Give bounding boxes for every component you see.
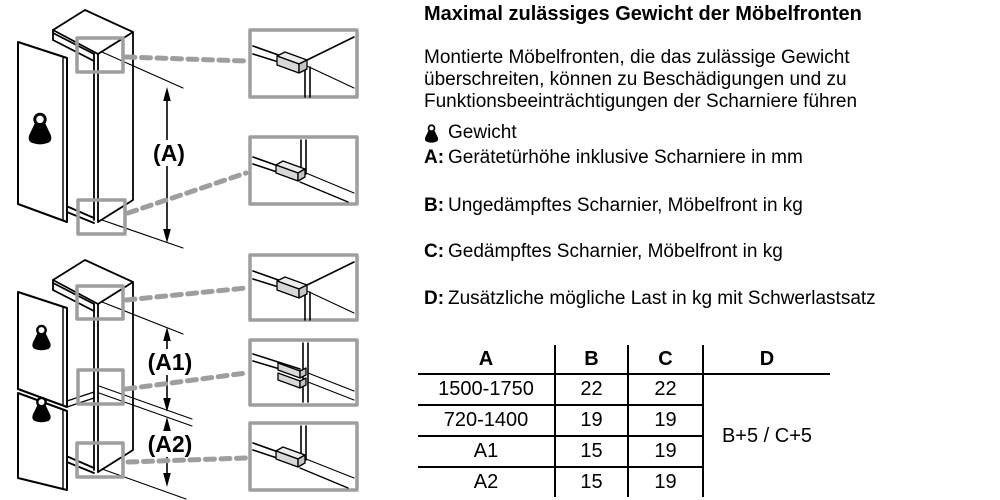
cell-c: 19 [628, 436, 703, 467]
cell-b: 15 [555, 467, 628, 497]
definition-D-text: Zusätzliche mögliche Last in kg mit Schwerlastsatz [448, 288, 876, 309]
dimension-label-A: (A) [147, 140, 191, 166]
definition-D [424, 288, 876, 310]
bottom-hinge-detail-box [250, 137, 357, 204]
combi-appliance [18, 255, 357, 499]
cell-a: A2 [473, 471, 499, 493]
single-door-appliance [18, 10, 357, 248]
col-header-B: B [555, 345, 628, 374]
definition-A-text: Gerätetürhöhe inklusive Scharniere in mm [448, 147, 803, 168]
cell-b: 22 [555, 374, 628, 405]
definition-B-key: B: [424, 195, 445, 216]
definition-B-text: Ungedämpftes Scharnier, Möbelfront in kg [448, 195, 803, 216]
intro-line-3: Funktionsbeeinträchtigungen der Scharniere führen [424, 91, 858, 112]
appliance-hinge-diagram [0, 0, 420, 500]
intro-line-1: Montierte Möbelfronten, die das zulässige Gewicht [424, 47, 850, 68]
definition-C-key: C: [424, 241, 445, 262]
intro-line-2: überschreiten, können zu Beschädigungen und zu [424, 69, 847, 90]
bottom-hinge-highlight [78, 200, 125, 234]
cell-b: 15 [555, 436, 628, 467]
middle-hinge-detail-box [250, 340, 357, 405]
page-title: Maximal zulässiges Gewicht der Möbelfronten [424, 3, 862, 25]
top-hinge-detail-box [250, 30, 357, 97]
cell-b: 19 [555, 405, 628, 436]
weight-legend-label: Gewicht [448, 122, 517, 143]
bottom-hinge-detail-box [250, 423, 357, 490]
weight-table [418, 345, 830, 497]
definition-C-text: Gedämpftes Scharnier, Möbelfront in kg [448, 241, 783, 262]
dimension-label-A1: (A1) [142, 349, 198, 375]
definition-A-key: A: [424, 147, 445, 168]
cell-c: 22 [628, 374, 703, 405]
col-header-D: D [703, 345, 830, 374]
weight-legend [424, 122, 517, 144]
cell-a: 1500-1750 [418, 374, 555, 405]
definition-B [424, 195, 803, 217]
kettlebell-weight-icon [424, 124, 439, 143]
table-header-row [418, 345, 830, 374]
definition-A [424, 147, 803, 169]
definition-C [424, 241, 783, 263]
col-header-A: A [418, 345, 555, 374]
col-header-C: C [628, 345, 703, 374]
dimension-label-A2: (A2) [142, 431, 198, 457]
cell-a: 720-1400 [418, 405, 555, 436]
cell-a: A1 [418, 436, 555, 467]
top-hinge-detail-box [250, 255, 357, 320]
table-row [418, 374, 830, 405]
cell-d-span: B+5 / C+5 [703, 374, 830, 497]
cell-c: 19 [628, 405, 703, 436]
cell-c: 19 [628, 467, 703, 497]
definition-D-key: D: [424, 288, 445, 309]
